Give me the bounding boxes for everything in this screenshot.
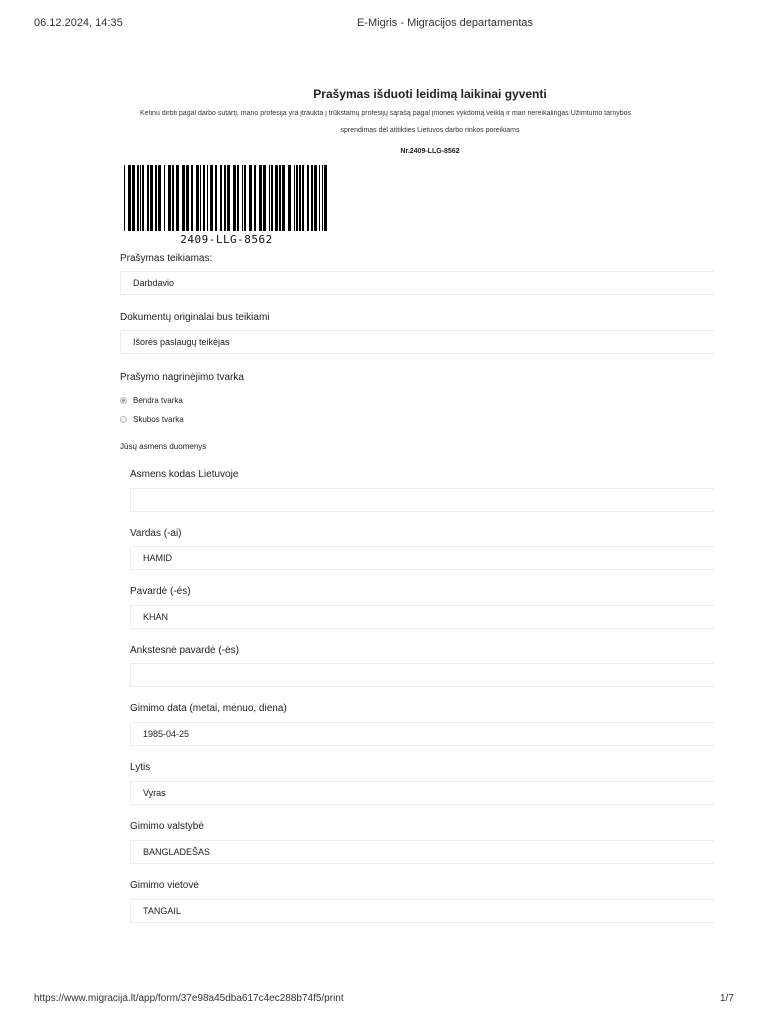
first-name-label: Vardas (-ai) (130, 528, 182, 539)
birth-date-field: 1985-04-25 (130, 722, 714, 746)
barcode-bar (322, 165, 323, 231)
barcode-bar (269, 165, 270, 231)
barcode-bar (314, 165, 317, 231)
barcode-bar (296, 165, 298, 231)
barcode-bar (191, 165, 193, 231)
barcode-bar (233, 165, 236, 231)
personal-code-label: Asmens kodas Lietuvoje (130, 469, 239, 480)
first-name-field: HAMID (130, 546, 714, 570)
radio-button-checked[interactable] (120, 397, 127, 404)
barcode-bar (176, 165, 179, 231)
barcode-bar (215, 165, 217, 231)
barcode-bar (224, 165, 226, 231)
barcode-bar (164, 165, 165, 231)
barcode-bar (319, 165, 320, 231)
barcode-bar (244, 165, 246, 231)
birth-date-label: Gimimo data (metai, mėnuo, diena) (130, 703, 287, 714)
barcode-bar (249, 165, 252, 231)
procedure-label: Prašymo nagrinėjimo tvarka (120, 372, 244, 383)
document-title: Prašymas išduoti leidimą laikinai gyventi (313, 87, 547, 101)
barcode-bar (324, 165, 327, 231)
barcode-bar (172, 165, 174, 231)
previous-last-name-label: Ankstesnė pavardė (-ės) (130, 645, 239, 656)
document-subtitle: Ketinu dirbti pagal darbo sutartį, mano profesija yra įtraukta į trūkstamų profesijų sąrašą pagal įmonės vykdomą veiklą ir man nereikalingas Užimtumo tarnybos (140, 110, 632, 117)
birth-place-field: TANGAIL (130, 899, 714, 923)
procedure-option-label: Bendra tvarka (133, 396, 183, 405)
last-name-field: KHAN (130, 605, 714, 629)
personal-code-field (130, 488, 714, 512)
barcode-bar (275, 165, 278, 231)
barcode-bar (150, 165, 153, 231)
gender-field: Vyras (130, 781, 714, 805)
barcode-bar (307, 165, 309, 231)
barcode-bar (227, 165, 230, 231)
personal-section-label: Jūsų asmens duomenys (120, 442, 207, 451)
barcode-bar (279, 165, 281, 231)
document-number: Nr.2409-LLG-8562 (400, 148, 460, 155)
birth-country-label: Gimimo valstybė (130, 821, 204, 832)
print-site-title: E-Migris - Migracijos departamentas (356, 17, 534, 29)
procedure-option-label: Skubos tvarka (133, 415, 184, 424)
procedure-option-urgent[interactable] (120, 415, 184, 424)
barcode-bar (132, 165, 135, 231)
barcode-bar (203, 165, 205, 231)
barcode-bar (311, 165, 313, 231)
barcode-bar (271, 165, 273, 231)
last-name-label: Pavardė (-ės) (130, 586, 191, 597)
radio-button-unchecked[interactable] (120, 416, 127, 423)
barcode-bar (147, 165, 149, 231)
barcode-bar (299, 165, 301, 231)
barcode-bar (155, 165, 157, 231)
document-subtitle-continued: sprendimas dėl atitikties Lietuvos darbo rinkos poreikiams (340, 127, 520, 134)
print-url: https://www.migracija.lt/app/form/37e98a45dba617c4ec288b74f5/print (34, 993, 344, 1004)
submitted-by-label: Prašymas teikiamas: (120, 253, 213, 264)
birth-place-label: Gimimo vietovė (130, 880, 199, 891)
barcode-image (124, 165, 329, 231)
barcode-bar (128, 165, 131, 231)
barcode-bar (263, 165, 266, 231)
procedure-option-general[interactable] (120, 396, 183, 405)
barcode-bar (259, 165, 262, 231)
barcode-bar (220, 165, 222, 231)
barcode-bar (302, 165, 304, 231)
barcode-bar (137, 165, 139, 231)
barcode-bar (124, 165, 125, 231)
barcode-bar (182, 165, 185, 231)
barcode-bar (282, 165, 285, 231)
originals-by-field: Išorės paslaugų teikėjas (120, 330, 714, 354)
barcode-bar (207, 165, 208, 231)
page-number: 1/7 (720, 993, 734, 1004)
barcode-bar (237, 165, 239, 231)
previous-last-name-field (130, 663, 714, 687)
barcode-bar (142, 165, 144, 231)
barcode-bar (242, 165, 243, 231)
barcode-bar (158, 165, 161, 231)
barcode-bar (294, 165, 295, 231)
barcode-bar (288, 165, 291, 231)
originals-by-label: Dokumentų originalai bus teikiami (120, 312, 270, 323)
birth-country-field: BANGLADEŠAS (130, 840, 714, 864)
barcode-bar (140, 165, 141, 231)
barcode-bar (254, 165, 256, 231)
barcode-bar (200, 165, 201, 231)
barcode-bar (168, 165, 171, 231)
print-datetime: 06.12.2024, 14:35 (34, 17, 123, 29)
submitted-by-field: Darbdavio (120, 271, 714, 295)
barcode-bar (210, 165, 213, 231)
barcode-bar (196, 165, 199, 231)
gender-label: Lytis (130, 762, 151, 773)
barcode-bar (186, 165, 189, 231)
barcode-text: 2409-LLG-8562 (180, 233, 273, 246)
